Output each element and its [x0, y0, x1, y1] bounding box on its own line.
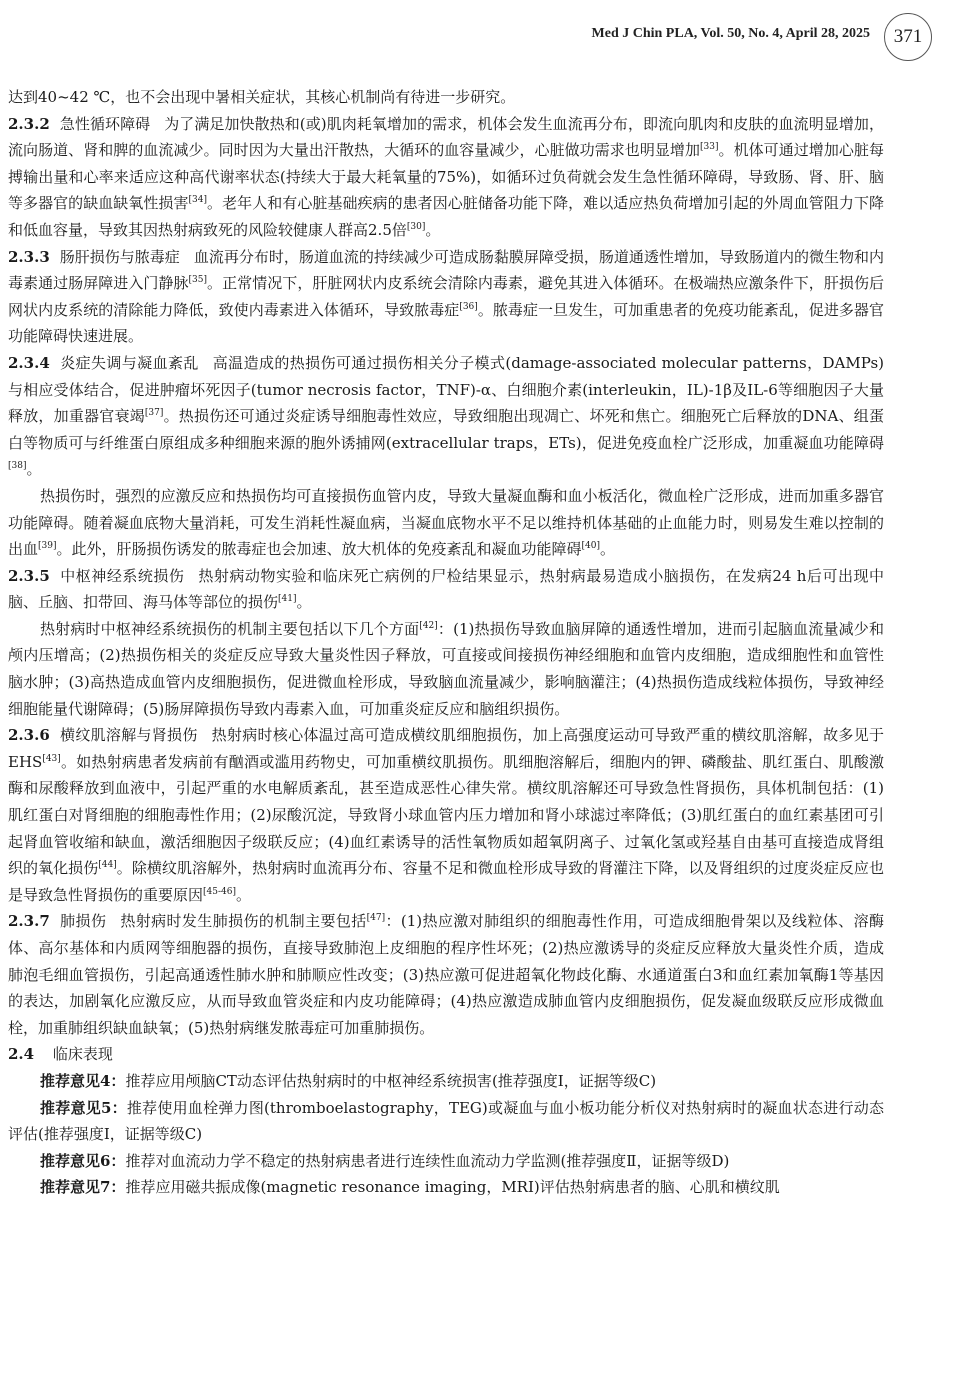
section-2-4 — [8, 1041, 884, 1068]
journal-citation: Med J Chin PLA, Vol. 50, No. 4, April 28, 2025 — [591, 26, 870, 41]
section-number: 2.4 — [8, 1045, 35, 1064]
section-number: 2.3.3 — [8, 247, 50, 266]
citation: [30] — [406, 221, 426, 232]
citation: [37] — [144, 408, 164, 419]
section-title: 临床表现 — [52, 1045, 113, 1064]
paragraph-coagulation: 热损伤时，强烈的应激反应和热损伤均可直接损伤血管内皮，导致大量凝血酶和血小板活化，微血栓广泛形成，进而加重多器官功能障碍。随着凝血底物大量消耗，可发生消耗性凝血病，当凝血底物水平不足以维持机体基础的止血能力时，则易发生难以控制的出血[39]。此外，肝肠损伤诱发的脓毒症也会加速、放大机体的免疫紊乱和凝血功能障碍[40]。 — [8, 486, 884, 559]
recommendation-6: 推荐意见6：推荐对血流动力学不稳定的热射病患者进行连续性血流动力学监测(推荐强度Ⅱ，证据等级D) — [40, 1151, 730, 1170]
section-2-3-4: 2.3.4 炎症失调与凝血紊乱 高温造成的热损伤可通过损伤相关分子模式(damage-associated molecular patterns，DAMPs)与相应受体结合，促进肿瘤坏死因子(tumor necrosis factor，TNF)-α、白细胞介素(interleukin，IL)-1β及IL-6等细胞因子大量释放，加重器官衰竭[37]。热损伤还可通过炎症诱导细胞毒性效应，导致细胞出现凋亡、坏死和焦亡。细胞死亡后释放的DNA、组蛋白等物质可与纤维蛋白原组成多种细胞来源的胞外诱捕网(extracellular traps，ETs)，促进免疫血栓广泛形成，加重凝血功能障碍[38]。 — [8, 353, 884, 479]
recommendation-label: 推荐意见5： — [40, 1098, 127, 1117]
citation: [43] — [42, 753, 61, 764]
recommendation-label: 推荐意见6： — [40, 1151, 126, 1170]
section-title: 肠肝损伤与脓毒症 — [59, 247, 180, 266]
section-title: 中枢神经系统损伤 — [59, 566, 185, 585]
citation: [35] — [188, 275, 208, 286]
section-number: 2.3.6 — [8, 726, 50, 745]
recommendation-4: 推荐意见4：推荐应用颅脑CT动态评估热射病时的中枢神经系统损害(推荐强度Ⅰ，证据等级C) — [40, 1071, 657, 1090]
section-2-3-6: 2.3.6 横纹肌溶解与肾损伤 热射病时核心体温过高可造成横纹肌细胞损伤，加上高强度运动可导致严重的横纹肌溶解，故多见于EHS[43]。如热射病患者发病前有酗酒或滥用药物史，可加重横纹肌损伤。肌细胞溶解后，细胞内的钾、磷酸盐、肌红蛋白、肌酸激酶和尿酸释放到血液中，引起严重的水电解质紊乱，甚至造成恶性心律失常。横纹肌溶解还可导致急性肾损伤，具体机制包括：(1)肌红蛋白对肾细胞的细胞毒性作用；(2)尿酸沉淀，导致肾小球血管内压力增加和肾小球滤过率降低；(3)肌红蛋白的血红素基团可引起肾血管收缩和缺血，激活细胞因子级联反应；(4)血红素诱导的活性氧物质如超氧阴离子、过氧化氢或羟基自由基可直接造成肾组织的氧化损伤[44]。除横纹肌溶解外，热射病时血流再分布、容量不足和微血栓形成导致的肾灌注下降，以及肾组织的过度炎症反应也是导致急性肾损伤的重要原因[45-46]。 — [8, 726, 884, 904]
section-title: 急性循环障碍 — [59, 114, 151, 133]
section-2-3-3: 2.3.3 肠肝损伤与脓毒症 血流再分布时，肠道血流的持续减少可造成肠黏膜屏障受损，肠道通透性增加，导致肠道内的微生物和内毒素通过肠屏障进入门静脉[35]。正常情况下，肝脏网状内皮系统会清除内毒素，避免其进入体循环。在极端热应激条件下，肝损伤后网状内皮系统的清除能力降低，致使内毒素进入体循环，导致脓毒症[36]。脓毒症一旦发生，可加重患者的免疫功能紊乱，促进多器官功能障碍快速进展。 — [8, 247, 884, 346]
citation: [45-46] — [203, 886, 236, 897]
section-2-3-7: 2.3.7 肺损伤 热射病时发生肺损伤的机制主要包括[47]：(1)热应激对肺组织的细胞毒性作用，可造成细胞骨架以及线粒体、溶酶体、高尔基体和内质网等细胞器的损伤，直接导致肺泡上皮细胞的程序性坏死；(2)热应激诱导的炎症反应释放大量炎性介质，造成肺泡毛细血管损伤，引起高通透性肺水肿和肺顺应性改变；(3)热应激可促进超氧化物歧化酶、水通道蛋白3和血红素加氧酶1等基因的表达，加剧氧化应激反应，从而导致血管炎症和内皮功能障碍；(4)热应激造成肺血管内皮细胞损伤，促发凝血级联反应形成微血栓，加重肺组织缺血缺氧；(5)热射病继发脓毒症可加重肺损伤。 — [8, 912, 884, 1037]
citation: [47] — [366, 913, 386, 924]
citation: [40] — [581, 541, 600, 552]
citation: [34] — [188, 195, 208, 206]
citation: [39] — [38, 541, 57, 552]
running-header — [592, 18, 932, 50]
recommendation-7: 推荐意见7：推荐应用磁共振成像(magnetic resonance imaging，MRI)评估热射病患者的脑、心肌和横纹肌 — [40, 1178, 780, 1197]
paragraph-cns-mechanism: 热射病时中枢神经系统损伤的机制主要包括以下几个方面[42]：(1)热损伤导致血脑屏障的通透性增加，进而引起脑血流量减少和颅内压增高；(2)热损伤相关的炎症反应导致大量炎性因子释放，可直接或间接损伤神经细胞和血管内皮细胞，造成细胞性和血管性脑水肿；(3)高热造成血管内皮细胞损伤，促进微血栓形成，导致脑血流量减少，影响脑灌注；(4)热损伤造成线粒体损伤，导致神经细胞能量代谢障碍；(5)肠屏障损伤导致内毒素入血，可加重炎症反应和脑组织损伤。 — [8, 619, 884, 718]
article-body — [8, 84, 884, 1201]
section-number: 2.3.2 — [8, 114, 50, 133]
recommendation-label: 推荐意见4： — [40, 1071, 126, 1090]
section-number: 2.3.4 — [8, 353, 50, 372]
page-number: 371 — [884, 13, 932, 61]
section-2-3-5: 2.3.5 中枢神经系统损伤 热射病动物实验和临床死亡病例的尸检结果显示，热射病最易造成小脑损伤，在发病24 h后可出现中脑、丘脑、扣带回、海马体等部位的损伤[41]。 — [8, 566, 884, 612]
citation: [38] — [8, 461, 27, 472]
section-gap — [34, 1045, 39, 1063]
section-title: 横纹肌溶解与肾损伤 — [59, 726, 198, 745]
section-number: 2.3.5 — [8, 566, 50, 585]
section-number: 2.3.7 — [8, 912, 50, 931]
citation: [44] — [98, 860, 117, 871]
citation: [33] — [700, 142, 719, 153]
paragraph-continued: 达到40~42 ℃，也不会出现中暑相关症状，其核心机制尚有待进一步研究。 — [8, 88, 516, 106]
recommendation-5: 推荐意见5：推荐使用血栓弹力图(thromboelastography，TEG)或凝血与血小板功能分析仪对热射病时的凝血状态进行动态评估(推荐强度Ⅰ，证据等级C) — [8, 1098, 884, 1144]
citation: [41] — [278, 594, 297, 605]
citation: [36] — [459, 301, 478, 312]
citation: [42] — [419, 620, 438, 631]
recommendation-label: 推荐意见7： — [40, 1178, 126, 1197]
section-title: 肺损伤 — [59, 912, 107, 931]
section-2-3-2: 2.3.2 急性循环障碍 为了满足加快散热和(或)肌肉耗氧增加的需求，机体会发生血流再分布，即流向肌肉和皮肤的血流明显增加，流向肠道、肾和脾的血流减少。同时因为大量出汗散热，大循环的血容量减少，心脏做功需求也明显增加[33]。机体可通过增加心脏每搏输出量和心率来适应这种高代谢率状态(持续大于最大耗氧量的75%)，如循环过负荷就会发生急性循环障碍，导致肠、肾、肝、脑等多器官的缺血缺氧性损害[34]。老年人和有心脏基础疾病的患者因心脏储备功能下降，难以适应热负荷增加引起的外周血管阻力下降和低血容量，导致其因热射病致死的风险较健康人群高2.5倍[30]。 — [8, 114, 884, 239]
section-title: 炎症失调与凝血紊乱 — [59, 353, 199, 372]
